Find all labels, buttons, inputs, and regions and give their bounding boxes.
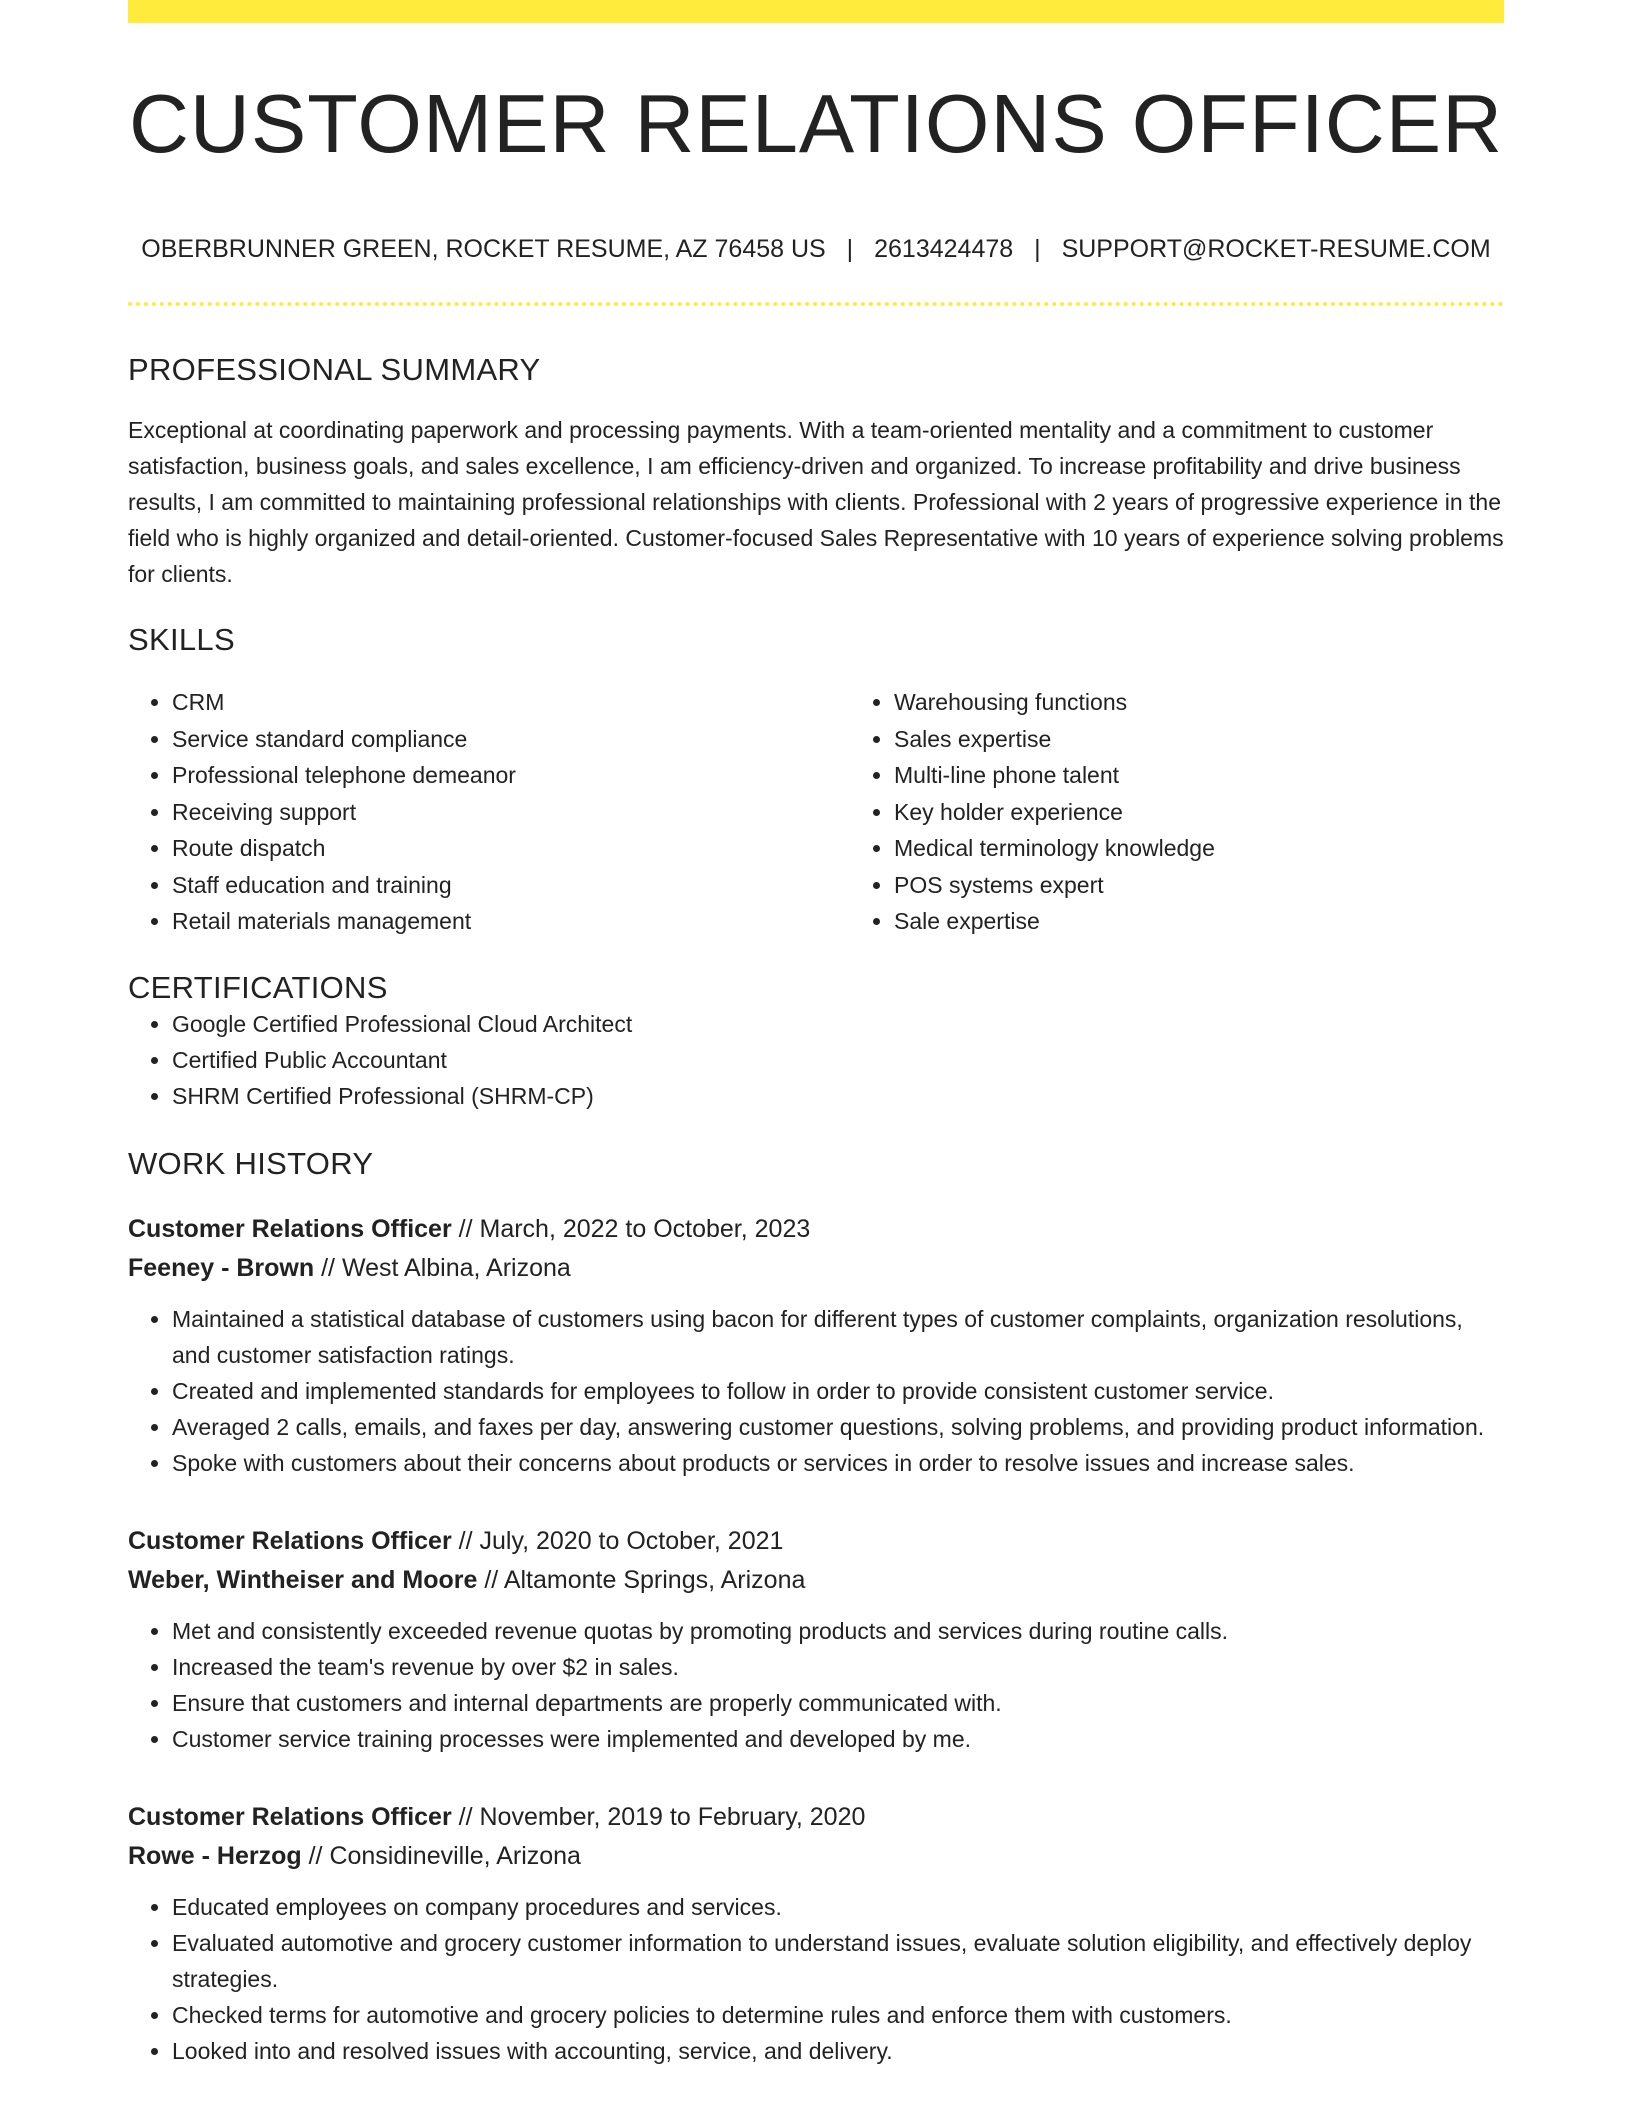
job-bullet: • Met and consistently exceeded revenue quotas by promoting products and services during routine calls. <box>172 1613 1504 1649</box>
job-location: Considineville, Arizona <box>329 1842 581 1871</box>
skill-item: • Warehousing functions <box>894 684 1504 721</box>
certification-item: • SHRM Certified Professional (SHRM-CP) <box>172 1078 1504 1114</box>
job-entry <box>128 1798 1504 2069</box>
certifications-heading: CERTIFICATIONS <box>128 969 388 1005</box>
certification-item: • Google Certified Professional Cloud Architect <box>172 1006 1504 1042</box>
skill-item: • Sales expertise <box>894 721 1504 758</box>
job-bullet: • Averaged 2 calls, emails, and faxes per day, answering customer questions, solving problems, and providing product information. <box>172 1409 1504 1445</box>
job-bullet: • Increased the team's revenue by over $2 in sales. <box>172 1649 1504 1685</box>
contact-separator: | <box>846 235 854 263</box>
job-bullet: • Spoke with customers about their concerns about products or services in order to resolve issues and increase sales. <box>172 1445 1504 1481</box>
skills-column-right <box>850 684 1504 940</box>
job-separator: // <box>458 1803 473 1832</box>
job-dates: March, 2022 to October, 2023 <box>479 1215 811 1244</box>
skill-item: • CRM <box>172 684 850 721</box>
skills-heading: SKILLS <box>128 622 235 658</box>
skill-item: • Service standard compliance <box>172 721 850 758</box>
contact-line <box>128 234 1504 264</box>
skill-item: • Receiving support <box>172 794 850 831</box>
job-entry <box>128 1522 1504 1757</box>
skill-item: • Professional telephone demeanor <box>172 757 850 794</box>
skill-item: • Staff education and training <box>172 867 850 904</box>
job-entry <box>128 1210 1504 1481</box>
summary-heading: PROFESSIONAL SUMMARY <box>128 352 541 387</box>
job-separator: // <box>321 1254 336 1283</box>
job-location: West Albina, Arizona <box>341 1254 571 1283</box>
resume-name: CUSTOMER RELATIONS OFFICER <box>128 77 1504 170</box>
job-company: Rowe - Herzog <box>128 1842 302 1871</box>
contact-phone: 2613424478 <box>874 235 1014 263</box>
summary-text: Exceptional at coordinating paperwork and processing payments. With a team-oriented mentality and a commitment to customer satisfaction, business goals, and sales excellence, I am efficiency-driven and organized. To increase profitability and drive business results, I am committed to maintaining professional relationships with clients. Professional with 2 years of progressive experience in the field who is highly organized and detail-oriented. Customer-focused Sales Representative with 10 years of experience solving problems for clients. <box>128 417 1504 588</box>
job-title-line <box>128 1210 1504 1249</box>
job-company-line <box>128 1837 1504 1876</box>
header-divider <box>128 302 1504 306</box>
job-title: Customer Relations Officer <box>128 1215 452 1244</box>
skills-list <box>128 684 1504 940</box>
job-separator: // <box>484 1566 499 1595</box>
contact-email: SUPPORT@ROCKET-RESUME.COM <box>1061 235 1491 263</box>
skill-item: • POS systems expert <box>894 867 1504 904</box>
contact-separator: | <box>1034 235 1041 263</box>
job-bullet: • Maintained a statistical database of customers using bacon for different types of customer complaints, organization resolutions, and customer satisfaction ratings. <box>172 1301 1504 1373</box>
job-bullet: • Educated employees on company procedures and services. <box>172 1889 1504 1925</box>
certifications-list <box>128 1006 1504 1114</box>
job-company: Feeney - Brown <box>128 1254 315 1283</box>
job-title-line <box>128 1798 1504 1837</box>
job-bullet: • Customer service training processes were implemented and developed by me. <box>172 1721 1504 1757</box>
skills-column-left <box>128 684 850 940</box>
job-separator: // <box>458 1527 473 1556</box>
job-bullet: • Looked into and resolved issues with accounting, service, and delivery. <box>172 2033 1504 2069</box>
job-bullet: • Checked terms for automotive and grocery policies to determine rules and enforce them with customers. <box>172 1997 1504 2033</box>
skill-item: • Retail materials management <box>172 903 850 940</box>
resume-page <box>128 0 1504 2112</box>
job-dates: July, 2020 to October, 2021 <box>479 1527 784 1556</box>
skill-item: • Multi-line phone talent <box>894 757 1504 794</box>
job-separator: // <box>458 1215 473 1244</box>
job-bullets <box>128 1301 1504 1481</box>
certification-item: • Certified Public Accountant <box>172 1042 1504 1078</box>
job-separator: // <box>308 1842 323 1871</box>
skill-item: • Medical terminology knowledge <box>894 830 1504 867</box>
skill-item: • Sale expertise <box>894 903 1504 940</box>
job-bullets <box>128 1889 1504 2069</box>
job-title: Customer Relations Officer <box>128 1803 452 1832</box>
skill-item: • Key holder experience <box>894 794 1504 831</box>
job-company-line <box>128 1249 1504 1288</box>
job-location: Altamonte Springs, Arizona <box>503 1566 806 1595</box>
job-bullets <box>128 1613 1504 1757</box>
job-bullet: • Evaluated automotive and grocery customer information to understand issues, evaluate solution eligibility, and effectively deploy strategies. <box>172 1925 1504 1997</box>
job-title-line <box>128 1522 1504 1561</box>
job-title: Customer Relations Officer <box>128 1527 452 1556</box>
job-company: Weber, Wintheiser and Moore <box>128 1566 478 1595</box>
contact-address: OBERBRUNNER GREEN, ROCKET RESUME, AZ 76458 US <box>141 235 826 263</box>
work-history-heading: WORK HISTORY <box>128 1146 374 1182</box>
job-company-line <box>128 1561 1504 1600</box>
job-dates: November, 2019 to February, 2020 <box>479 1803 866 1832</box>
accent-bar <box>128 0 1504 23</box>
skill-item: • Route dispatch <box>172 830 850 867</box>
job-bullet: • Created and implemented standards for employees to follow in order to provide consistent customer service. <box>172 1373 1504 1409</box>
job-bullet: • Ensure that customers and internal departments are properly communicated with. <box>172 1685 1504 1721</box>
